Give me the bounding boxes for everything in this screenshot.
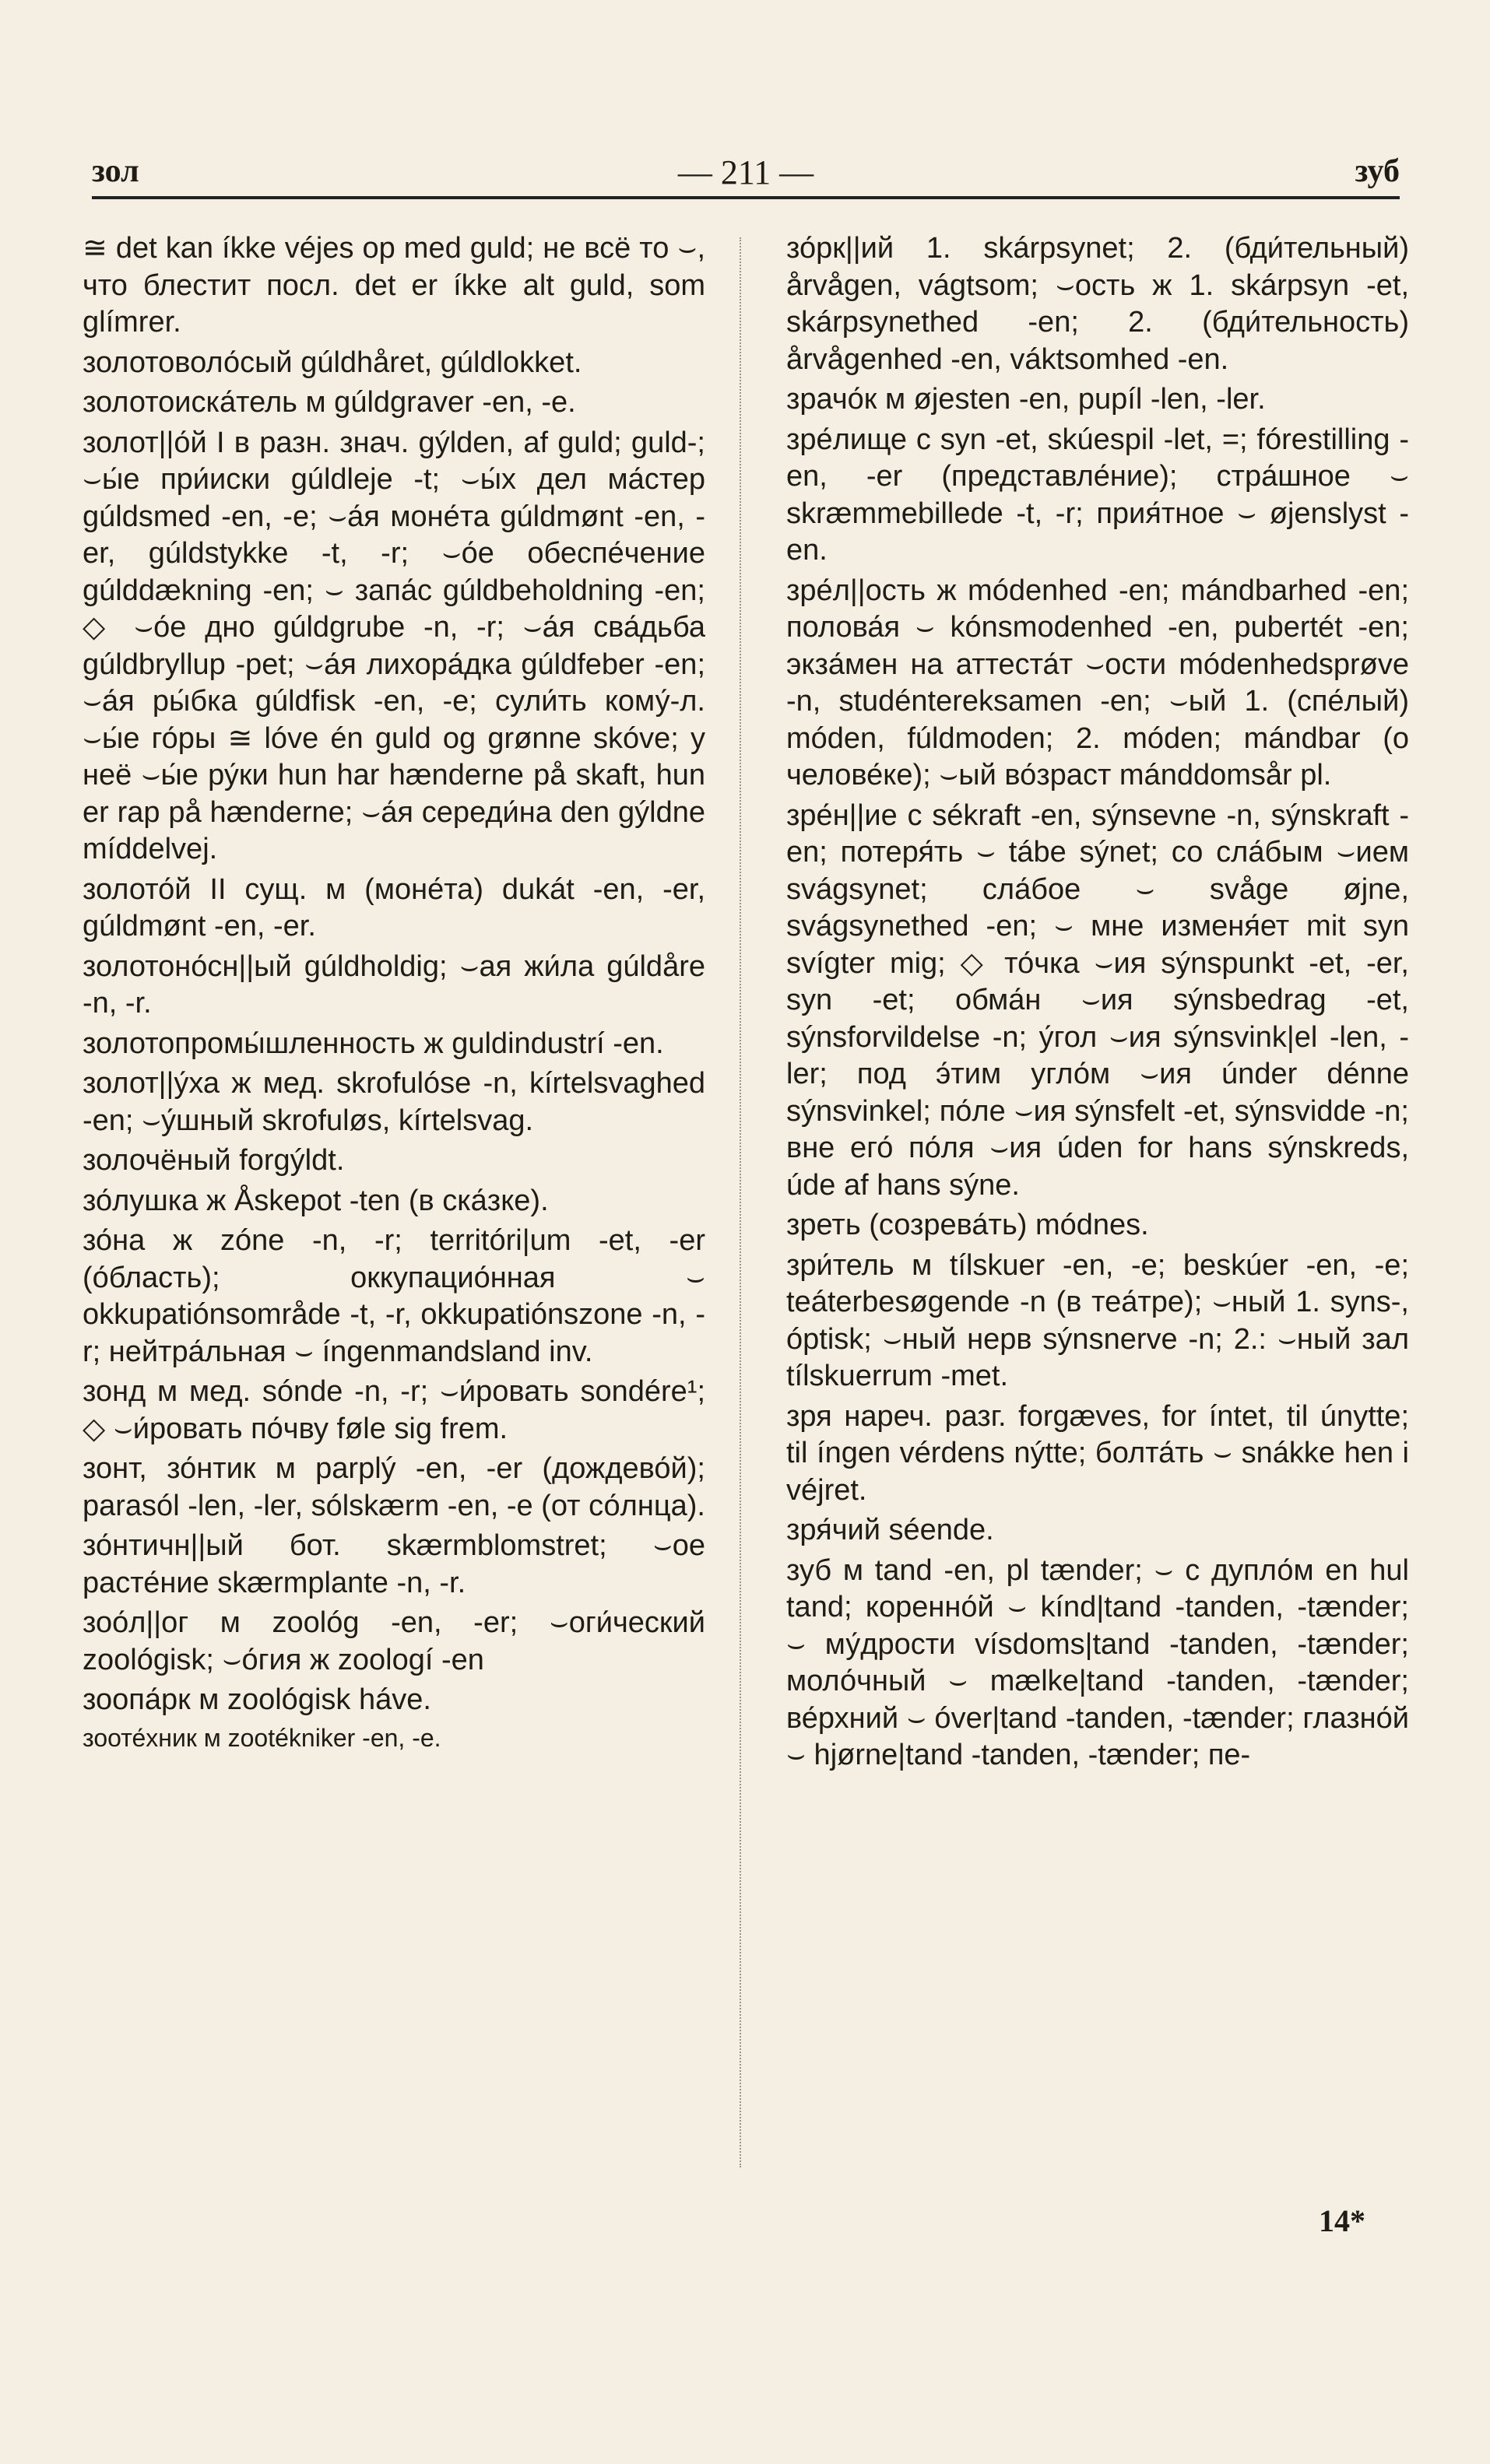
dictionary-entry: зри́тель м tílskuer -en, -e; beskúer -en, -e; teáterbesøgende -n (в теа́тре); ⌣ный 1. syns-, óptisk; ⌣ный нерв sýnsnerve -n; 2.: ⌣ный зал tílskuerrum -met.: [786, 1248, 1409, 1392]
dictionary-entry: золот||о́й I в разн. знач. gýlden, af guld; guld-; ⌣ы́е при́иски gúldleje -t; ⌣ы́х дел ма́стер gúldsmed -en, -e; ⌣а́я моне́та gúldmønt -en, -er, gúldstykke -t, -r; ⌣о́е обеспе́чение gúlddækning -en; ⌣ запа́с gúldbeholdning -en; ◇ ⌣о́е дно gúldgrube -n, -r; ⌣а́я сва́дьба gúldbryllup -pet; ⌣а́я лихора́дка gúldfeber -en; ⌣а́я ры́бка gúldfisk -en, -e; сули́ть кому́-л. ⌣ы́е го́ры ≅ lóve én guld og grønne skóve; у неё ⌣ы́е ру́ки hun har hænderne på skaft, hun er rap på hænderne; ⌣а́я середи́на den gýldne míddelvej.: [83, 426, 705, 865]
dictionary-entry: золотоволо́сый gúldhåret, gúldlokket.: [83, 346, 582, 379]
dictionary-entry: зре́лище с syn -et, skúespil -let, =; fórestilling -en, -er (представле́ние); стра́шное ⌣ skræmmebillede -t, -r; прия́тное ⌣ øjenslyst -en.: [786, 423, 1409, 567]
dictionary-entry: зооте́хник м zootékniker -en, -e.: [83, 1723, 441, 1752]
dictionary-entry: золот||у́ха ж мед. skrofulóse -n, kírtelsvaghed -en; ⌣у́шный skrofuløs, kírtelsvag.: [83, 1067, 705, 1137]
dictionary-entry: зря нареч. разг. forgæves, for íntet, til únytte; til íngen vérdens nýtte; болта́ть ⌣ snákke hen i véjret.: [786, 1399, 1409, 1507]
dictionary-entry: зо́рк||ий 1. skárpsynet; 2. (бди́тельный) årvågen, vágtsom; ⌣ость ж 1. skárpsyn -et, skárpsynethed -en; 2. (бди́тельность) årvågenhed -en, váktsomhed -en.: [786, 232, 1409, 376]
dictionary-entry: золото́й II сущ. м (моне́та) dukát -en, -er, gúldmønt -en, -er.: [83, 872, 705, 942]
dictionary-entry: зо́нтичн||ый бот. skærmblomstret; ⌣ое расте́ние skærmplante -n, -r.: [83, 1529, 705, 1599]
dictionary-entry: золотопромы́шленность ж guldindustrí -en.: [83, 1027, 664, 1060]
header-guide-word-left: зол: [92, 153, 139, 189]
dictionary-entry: зреть (созрева́ть) módnes.: [786, 1209, 1149, 1241]
dictionary-entry: зо́на ж zóne -n, -r; territóri|um -et, -er (о́бласть); оккупацио́нная ⌣ okkupatiónsområde -t, -r, okkupatiónszone -n, -r; нейтра́льная ⌣ íngenmandsland inv.: [83, 1224, 705, 1368]
right-column: [786, 230, 1409, 1778]
dictionary-entry: зо́лушка ж Åskepot -ten (в ска́зке).: [83, 1184, 549, 1217]
dictionary-entry: зоо́л||ог м zoológ -en, -er; ⌣оги́ческий zoológisk; ⌣о́гия ж zoologí -en: [83, 1606, 705, 1676]
header-rule: [92, 196, 1400, 199]
page-number: — 211 —: [677, 153, 814, 191]
printer-signature-mark: 14*: [1319, 2203, 1365, 2238]
left-column: [83, 230, 705, 1757]
header-guide-word-right: зуб: [1355, 153, 1400, 189]
dictionary-entry: золочёный forgýldt.: [83, 1144, 345, 1177]
dictionary-entry: зоопа́рк м zoológisk háve.: [83, 1683, 431, 1716]
dictionary-entry: зре́н||ие с sékraft -en, sýnsevne -n, sýnskraft -en; потеря́ть ⌣ tábe sýnet; со сла́бым ⌣ием svágsynet; сла́бое ⌣ svåge øjne, svágsynethed -en; ⌣ мне изменя́ет mit syn svígter mig; ◇ то́чка ⌣ия sýnspunkt -et, -er, syn -et; обма́н ⌣ия sýnsbedrag -et, sýnsforvildelse -n; у́гол ⌣ия sýnsvink|el -len, -ler; под э́тим угло́м ⌣ия únder dénne sýnsvinkel; по́ле ⌣ия sýnsfelt -et, sýnsvidde -n; вне его́ по́ля ⌣ия úden for hans sýnskreds, úde af hans sýne.: [786, 799, 1409, 1202]
dictionary-entry: зре́л||ость ж módenhed -en; mándbarhed -en; полова́я ⌣ kónsmodenhed -en, pubertét -en; экза́мен на аттеста́т ⌣ости módenhedsprøve -n, studéntereksamen -en; ⌣ый 1. (спе́лый) móden, fúldmoden; 2. móden; mándbar (о челове́ке); ⌣ый во́зраст mánddomsår pl.: [786, 574, 1409, 791]
dictionary-entry: золотоиска́тель м gúldgraver -en, -e.: [83, 386, 576, 419]
dictionary-entry: зря́чий séende.: [786, 1514, 994, 1546]
column-divider: [740, 237, 741, 2167]
dictionary-entry: ≅ det kan íkke véjes op med guld; не всё то ⌣, что блестит посл. det er íkke alt guld, som glímrer.: [83, 232, 705, 339]
dictionary-entry: золотоно́сн||ый gúldholdig; ⌣ая жи́ла gúldåre -n, -r.: [83, 949, 705, 1020]
dictionary-entry: зонт, зо́нтик м parplý -en, -er (дождево́й); parasól -len, -ler, sólskærm -en, -e (от со́лнца).: [83, 1452, 705, 1522]
dictionary-entry: зуб м tand -en, pl tænder; ⌣ с дупло́м en hul tand; коренно́й ⌣ kínd|tand -tanden, -tænder; ⌣ му́дрости vísdoms|tand -tanden, -tænder; моло́чный ⌣ mælke|tand -tanden, -tænder; ве́рхний ⌣ óver|tand -tanden, -tænder; глазно́й ⌣ hjørne|tand -tanden, -tænder; пе-: [786, 1553, 1409, 1771]
dictionary-entry: зрачо́к м øjesten -en, pupíl -len, -ler.: [786, 383, 1266, 416]
dictionary-entry: зонд м мед. sónde -n, -r; ⌣и́ровать sondére¹; ◇ ⌣и́ровать по́чву føle sig frem.: [83, 1375, 705, 1445]
